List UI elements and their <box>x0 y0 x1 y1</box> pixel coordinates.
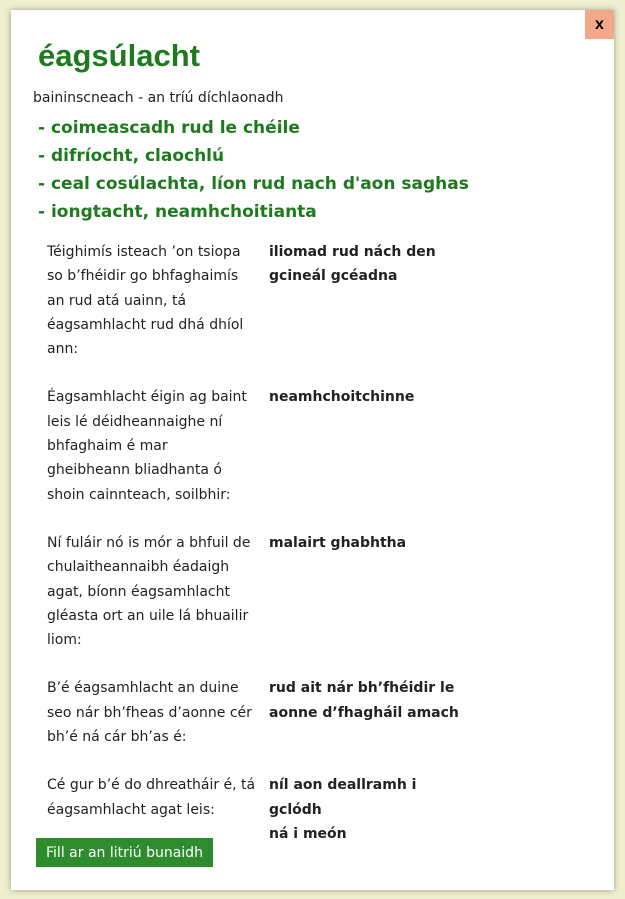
gloss-line: neamhchoitchinne <box>269 389 415 406</box>
gloss-line: níl aon deallramh i gclódh <box>269 777 417 818</box>
example-row <box>47 385 469 530</box>
example-row <box>47 531 469 676</box>
example-text <box>47 385 269 530</box>
gloss-line: malairt ghabhtha <box>269 534 407 551</box>
example-line: leis lé déidheannaighe ní <box>47 413 223 430</box>
example-row <box>47 240 469 385</box>
example-row <box>47 773 469 846</box>
example-line: chulaitheannaibh éadaigh <box>47 559 230 576</box>
example-text <box>47 676 269 773</box>
grammar-info: baininscneach - an tríú díchlaonadh <box>33 90 284 106</box>
example-line: ann: <box>47 341 79 358</box>
example-gloss <box>269 676 469 773</box>
example-text <box>47 531 269 676</box>
example-gloss <box>269 240 469 385</box>
sense-item: - difríocht, claochlú <box>38 146 225 166</box>
example-gloss <box>269 531 469 676</box>
example-line: so b’fhéidir go bhfaghaimís <box>47 268 239 285</box>
sense-item: - iongtacht, neamhchoitianta <box>38 202 317 222</box>
example-line: Cé gur b’é do dhreatháir é, tá <box>47 777 256 794</box>
example-line: bh’é ná cár bh’as é: <box>47 729 187 746</box>
example-line: Téighimís isteach ’on tsiopa <box>47 244 241 260</box>
example-line: Ní fuláir nó is mór a bhfuil de <box>47 534 251 551</box>
example-line: gheibheann bliadhanta ó <box>47 462 222 479</box>
example-line: Éagsamhlacht éigin ag baint <box>47 389 247 406</box>
example-row <box>47 676 469 773</box>
example-gloss <box>269 385 469 530</box>
example-line: seo nár bh’fheas d’aonne cér <box>47 704 252 721</box>
example-text <box>47 240 269 385</box>
sense-list <box>38 114 469 226</box>
example-line: B’é éagsamhlacht an duine <box>47 680 239 697</box>
example-line: éagsamhlacht rud dhá dhíol <box>47 316 244 333</box>
gloss-line: iliomad rud nách den <box>269 244 436 260</box>
examples-table <box>47 240 469 846</box>
sense-item: - ceal cosúlachta, líon rud nach d'aon saghas <box>38 174 469 194</box>
headword: éagsúlacht <box>38 38 200 73</box>
back-to-original-spelling-button[interactable]: Fill ar an litriú bunaidh <box>36 838 213 867</box>
example-line: éagsamhlacht agat leis: <box>47 801 215 818</box>
gloss-line: rud ait nár bh’fhéidir le <box>269 680 455 697</box>
gloss-line: gcineál gcéadna <box>269 268 398 285</box>
example-text <box>47 773 269 846</box>
example-line: shoin cainnteach, soilbhir: <box>47 486 231 503</box>
gloss-line: ná i meón <box>269 825 347 842</box>
example-line: gléasta ort an uile lá bhuailir <box>47 607 249 624</box>
entry-panel <box>11 10 614 890</box>
sense-item: - coimeascadh rud le chéile <box>38 118 300 138</box>
example-line: agat, bíonn éagsamhlacht <box>47 583 230 600</box>
example-line: liom: <box>47 632 82 649</box>
close-button[interactable]: x <box>585 10 614 39</box>
example-gloss <box>269 773 469 846</box>
example-line: an rud atá uainn, tá <box>47 292 187 309</box>
example-line: bhfaghaim é mar <box>47 438 168 455</box>
gloss-line: aonne d’fhagháil amach <box>269 704 459 721</box>
